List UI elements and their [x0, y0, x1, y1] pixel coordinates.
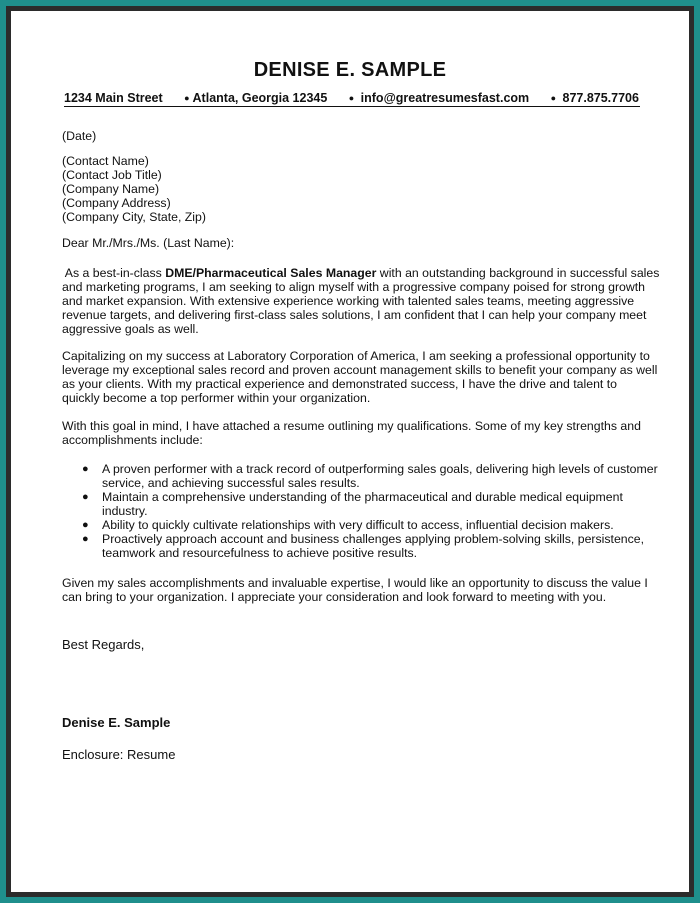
letterhead-name: DENISE E. SAMPLE — [253, 59, 447, 81]
contact-street: 1234 Main Street — [64, 91, 163, 105]
paragraph-line: as your clients. With my practical experience and demonstrated success, I have the drive and talent to — [62, 377, 618, 391]
letterhead-rule — [64, 106, 640, 107]
text-run: with an outstanding background in successful sales — [376, 266, 660, 280]
list-item-line: Proactively approach account and business challenges applying problem-solving skills, persistence, — [102, 532, 645, 546]
recipient-line: (Contact Job Title) — [62, 168, 162, 182]
bullet-icon: ● — [82, 533, 89, 545]
job-title-bold: DME/Pharmaceutical Sales Manager — [165, 266, 377, 280]
list-item — [82, 462, 658, 490]
recipient-line: (Company Name) — [62, 182, 160, 196]
strengths-list — [82, 462, 658, 560]
paragraph-line — [62, 266, 660, 280]
bullet-separator: ● — [184, 93, 190, 103]
bullet-icon: ● — [82, 463, 89, 475]
list-item — [82, 490, 642, 518]
bullet-icon: ● — [82, 519, 89, 531]
paragraph-success — [62, 349, 658, 405]
enclosure-note: Enclosure: Resume — [62, 747, 176, 762]
recipient-line: (Company Address) — [62, 196, 171, 210]
list-item-line: Maintain a comprehensive understanding of the pharmaceutical and durable medical equipment — [102, 490, 623, 504]
paragraph-line: and market expansion. With extensive experience working with talented sales teams, meeting aggressive — [62, 294, 635, 308]
list-item-line: service, and achieving successful sales results. — [102, 476, 360, 490]
list-item — [82, 518, 642, 532]
contact-phone: 877.875.7706 — [562, 91, 639, 105]
paragraph-closing — [62, 576, 648, 604]
paragraph-line: Given my sales accomplishments and invaluable expertise, I would like an opportunity to discuss the value I — [62, 576, 648, 590]
recipient-line: (Company City, State, Zip) — [62, 210, 206, 224]
paragraph-line: aggressive goals as well. — [62, 322, 199, 336]
list-item-line: teamwork and resourcefulness to achieve positive results. — [102, 546, 418, 560]
paragraph-line: can bring to your organization. I appreciate your consideration and look forward to meeting with you. — [62, 590, 607, 604]
contact-phone-group — [551, 91, 639, 105]
contact-city-group — [184, 91, 327, 105]
paragraph-line: quickly become a top performer within your organization. — [62, 391, 371, 405]
paragraph-line: revenue targets, and delivering first-class sales solutions, I am confident that I can help your company meet — [62, 308, 647, 322]
list-item-line: Ability to quickly cultivate relationships with very difficult to access, influential decision makers. — [102, 518, 614, 532]
text-run: As a best-in-class — [62, 266, 166, 280]
paragraph-line: and marketing programs, I am seeking to align myself with a progressive company poised for strong growth — [62, 280, 646, 294]
salutation: Dear Mr./Mrs./Ms. (Last Name): — [62, 236, 235, 250]
contact-email: info@greatresumesfast.com — [360, 91, 530, 105]
signature-name: Denise E. Sample — [62, 715, 171, 730]
contact-city: Atlanta, Georgia 12345 — [192, 91, 328, 105]
bullet-icon: ● — [82, 491, 89, 503]
recipient-line: (Contact Name) — [62, 154, 149, 168]
closing-salutation: Best Regards, — [62, 637, 145, 652]
paragraph-intro — [62, 266, 660, 336]
bullet-separator: ● — [348, 93, 355, 103]
paragraph-line: leverage my exceptional sales record and proven account management skills to benefit your company as well — [62, 363, 658, 377]
paragraph-goal — [62, 419, 642, 447]
list-item-line: industry. — [102, 504, 148, 518]
list-item — [82, 532, 645, 560]
letter-date: (Date) — [62, 129, 97, 143]
bullet-separator: ● — [550, 93, 557, 103]
letter-page — [11, 11, 689, 892]
paragraph-line: accomplishments include: — [62, 433, 203, 447]
paragraph-line: With this goal in mind, I have attached a resume outlining my qualifications. Some of my key strengths and — [62, 419, 641, 433]
list-item-line: A proven performer with a track record of outperforming sales goals, delivering high levels of customer — [102, 462, 658, 476]
paragraph-line: Capitalizing on my success at Laboratory Corporation of America, I am seeking a professional opportunity to — [62, 349, 650, 363]
recipient-block — [62, 154, 642, 224]
letterhead-contact — [64, 91, 639, 105]
contact-email-group — [349, 91, 529, 105]
